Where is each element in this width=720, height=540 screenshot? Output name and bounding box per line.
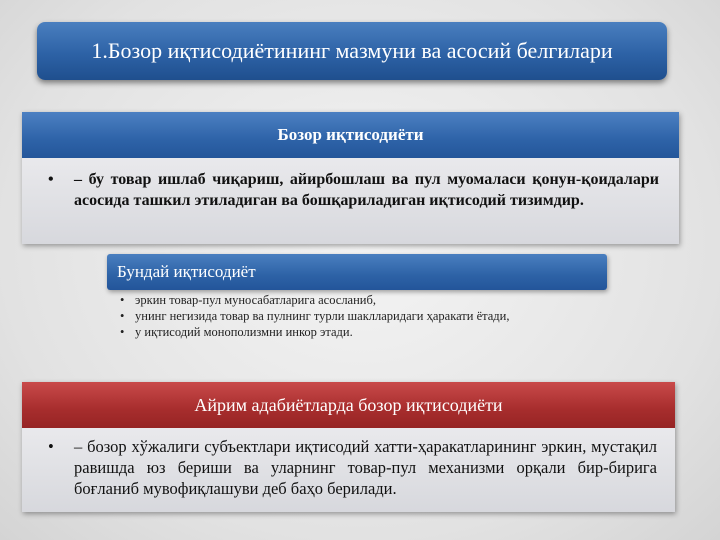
market-economy-definition-text: – бу товар ишлаб чиқариш, айирбошлаш ва пул муомаласи қонун-қоидалари асосида ташкил этиладиган ва бошқариладиган иқтисодий тизимдир. (74, 171, 659, 209)
slide-title-bar (37, 22, 667, 80)
bullet-marker: • (48, 171, 54, 188)
literature-definition-block (22, 382, 675, 512)
market-economy-definition-block (22, 112, 679, 244)
such-economy-list (120, 293, 590, 341)
slide-title: 1.Бозор иқтисодиётининг мазмуни ва асосий белгилари (91, 38, 613, 63)
list-item: • у иқтисодий монополизмни инкор этади. (120, 325, 353, 339)
market-economy-body (22, 158, 679, 244)
list-item: • эркин товар-пул муносабатларига асосланиб, (120, 293, 376, 307)
market-economy-heading: Бозор иқтисодиёти (22, 112, 679, 158)
literature-definition-text: – бозор хўжалиги субъектлари иқтисодий хатти-ҳаракатларининг эркин, мустақил равишда юз бериши ва уларнинг товар-пул механизми орқали бир-бирига боғланиб мувофиқлашуви деб баҳо берилади. (74, 437, 657, 498)
literature-definition-body (22, 428, 675, 512)
such-economy-heading-bar (107, 254, 607, 290)
such-economy-heading: Бундай иқтисодиёт (117, 262, 256, 281)
literature-definition-heading: Айрим адабиётларда бозор иқтисодиёти (22, 382, 675, 428)
bullet-marker: • (48, 437, 54, 456)
list-item: • унинг негизида товар ва пулнинг турли шаклларидаги ҳаракати ётади, (120, 309, 510, 323)
